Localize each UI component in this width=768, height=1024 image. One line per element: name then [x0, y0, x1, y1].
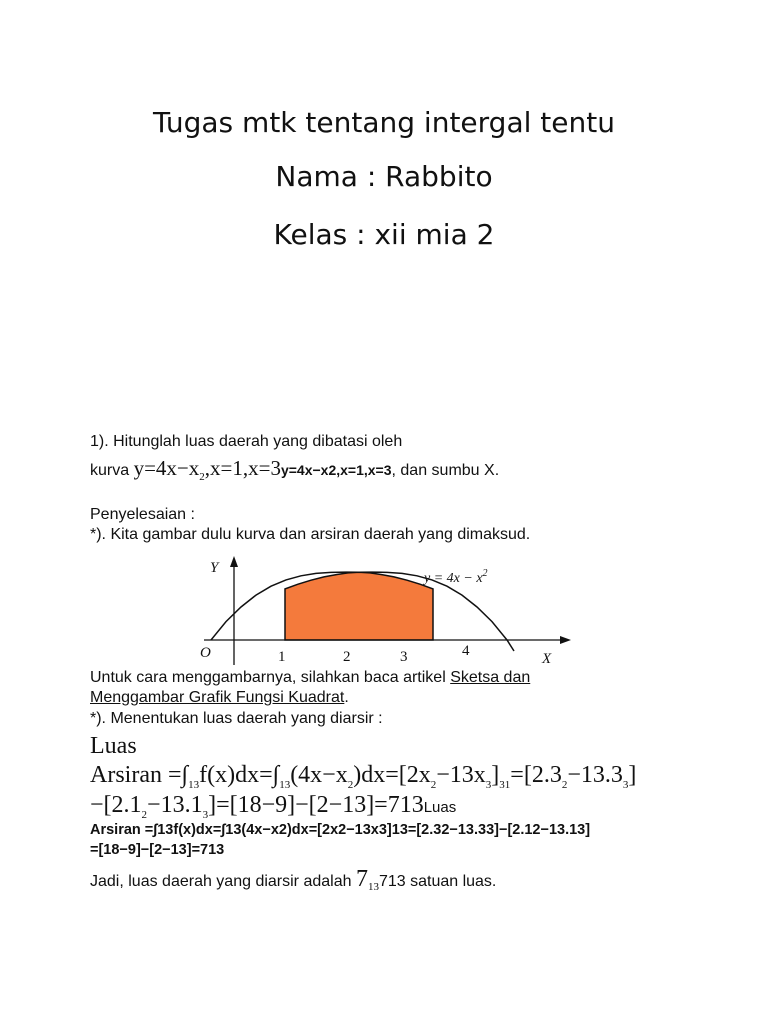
problem-statement-line2	[90, 456, 499, 483]
solution-step1: *). Kita gambar dulu kurva dan arsiran daerah yang dimaksud.	[90, 526, 531, 543]
formula-sub: 3	[622, 778, 629, 791]
x-axis-arrow	[560, 636, 571, 644]
problem-suffix: , dan sumbu X.	[391, 462, 500, 479]
equation-sub: 2	[199, 471, 205, 484]
tick-label: 1	[278, 649, 286, 665]
formula-part: ]	[491, 762, 500, 788]
equation-part: ,x=1,x=3	[204, 456, 281, 480]
formula-part: (4x−x	[290, 762, 348, 788]
equation-part: y=4x−x	[133, 456, 200, 480]
formula-part: −[2.1	[90, 792, 142, 818]
formula-small-label: Luas	[423, 799, 457, 816]
article-reference-line2	[90, 689, 349, 707]
document-title: Tugas mtk tentang intergal tentu	[153, 106, 615, 139]
luas-heading: Luas	[90, 733, 137, 759]
formula-part: ]=[18−9]−[2−13]=713	[208, 792, 424, 818]
formula-sub: 2	[561, 778, 568, 791]
article-suffix: .	[344, 689, 349, 706]
formula-sub: 13	[188, 778, 200, 791]
conclusion-big-number: 7	[355, 866, 368, 892]
formula-part: Arsiran =∫	[90, 762, 189, 788]
tick-label: 2	[343, 649, 351, 665]
formula-sub: 13	[279, 778, 291, 791]
conclusion-suffix: 713 satuan luas.	[378, 873, 497, 890]
x-axis-label: X	[542, 651, 552, 667]
student-class: Kelas : xii mia 2	[273, 218, 495, 251]
integral-formula-line2	[90, 792, 456, 821]
solution-heading: Penyelesaian :	[90, 506, 195, 523]
formula-part: −13.1	[147, 792, 203, 818]
tick-label: 4	[462, 643, 470, 659]
origin-label: O	[200, 645, 211, 661]
conclusion-prefix: Jadi, luas daerah yang diarsir adalah	[90, 873, 356, 890]
tick-label: 3	[400, 649, 408, 665]
formula-sub: 31	[499, 778, 511, 791]
formula-part: −13.3	[567, 762, 623, 788]
formula-sub: 3	[485, 778, 492, 791]
formula-sub: 2	[347, 778, 354, 791]
formula-sub: 2	[141, 808, 148, 821]
article-link-continued[interactable]: Menggambar Grafik Fungsi Kuadrat	[90, 689, 345, 706]
formula-part: −13x	[436, 762, 486, 788]
formula-sub: 2	[430, 778, 437, 791]
curve-label-exponent: 2	[482, 568, 488, 579]
integral-formula-line1	[90, 762, 636, 791]
y-axis-label: Y	[210, 560, 219, 576]
integral-bold-line1: Arsiran =∫13f(x)dx=∫13(4x−x2)dx=[2x2−13x3]13=[2.32−13.33]−[2.12−13.13]	[90, 822, 591, 838]
formula-part: )dx=[2x	[353, 762, 431, 788]
problem-prefix: kurva	[90, 462, 134, 479]
integral-bold-line2: =[18−9]−[2−13]=713	[90, 842, 225, 858]
problem-equation	[133, 456, 281, 484]
article-link[interactable]: Sketsa dan	[450, 669, 531, 686]
curve-label	[422, 568, 488, 586]
problem-statement-line1: 1). Hitunglah luas daerah yang dibatasi oleh	[90, 433, 403, 450]
problem-equation-bold: y=4x−x2,x=1,x=3	[280, 462, 392, 478]
area-graph	[196, 555, 576, 667]
article-prefix: Untuk cara menggambarnya, silahkan baca artikel	[90, 669, 451, 686]
curve-label-text: y = 4x − x	[424, 571, 483, 586]
solution-step2: *). Menentukan luas daerah yang diarsir :	[90, 710, 383, 727]
article-reference-line1	[90, 669, 530, 687]
formula-part: =[2.3	[510, 762, 562, 788]
formula-sub: 3	[202, 808, 209, 821]
y-axis-arrow	[230, 556, 238, 567]
shaded-area	[285, 572, 433, 640]
student-name: Nama : Rabbito	[275, 160, 493, 193]
conclusion	[90, 866, 496, 893]
formula-part: ]	[628, 762, 637, 788]
conclusion-sub: 13	[367, 881, 379, 894]
formula-part: f(x)dx=∫	[199, 762, 280, 788]
